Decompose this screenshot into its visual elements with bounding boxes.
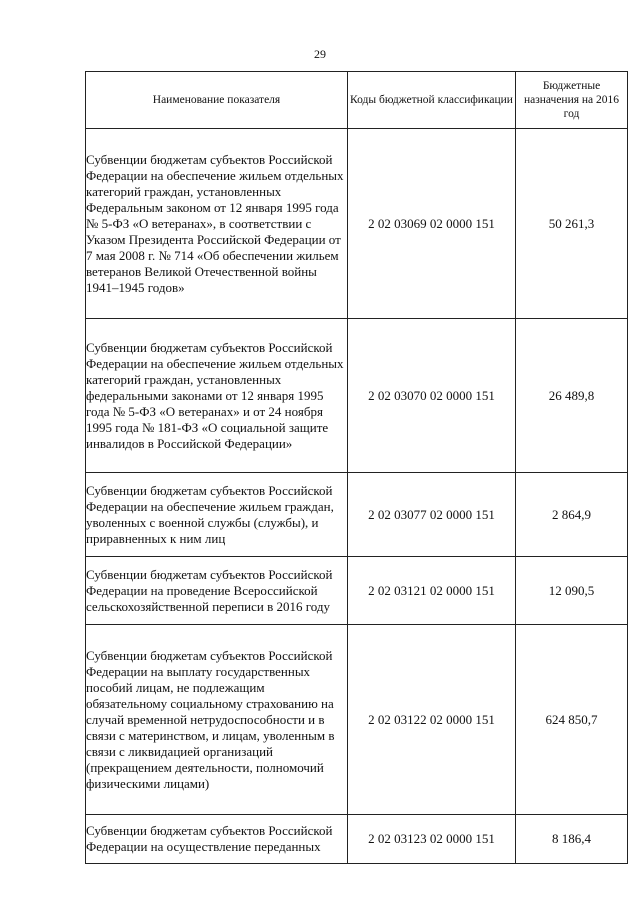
budget-table	[85, 71, 628, 864]
table-row	[86, 319, 628, 473]
row-classification-code: 2 02 03069 02 0000 151	[348, 129, 516, 319]
row-indicator-name: Субвенции бюджетам субъектов Российской Федерации на обеспечение жильем граждан, уволенных с военной службы (службы), и приравненных к ним лиц	[86, 473, 348, 557]
row-classification-code: 2 02 03123 02 0000 151	[348, 815, 516, 864]
row-budget-amount: 26 489,8	[516, 319, 628, 473]
row-classification-code: 2 02 03070 02 0000 151	[348, 319, 516, 473]
table-row	[86, 473, 628, 557]
row-budget-amount: 2 864,9	[516, 473, 628, 557]
table-header-row	[86, 72, 628, 129]
row-indicator-name: Субвенции бюджетам субъектов Российской Федерации на проведение Всероссийской сельскохозяйственной переписи в 2016 году	[86, 557, 348, 625]
row-indicator-name: Субвенции бюджетам субъектов Российской Федерации на обеспечение жильем отдельных категорий граждан, установленных федеральными законами от 12 января 1995 года № 5-ФЗ «О ветеранах» и от 24 ноября 1995 года № 181-ФЗ «О социальной защите инвалидов в Российской Федерации»	[86, 319, 348, 473]
row-classification-code: 2 02 03122 02 0000 151	[348, 625, 516, 815]
table-row	[86, 129, 628, 319]
row-budget-amount: 624 850,7	[516, 625, 628, 815]
row-classification-code: 2 02 03077 02 0000 151	[348, 473, 516, 557]
table-row	[86, 557, 628, 625]
table-row	[86, 625, 628, 815]
header-indicator-name: Наименование показателя	[86, 72, 348, 129]
row-indicator-name: Субвенции бюджетам субъектов Российской Федерации на осуществление переданных	[86, 815, 348, 864]
row-indicator-name: Субвенции бюджетам субъектов Российской Федерации на выплату государственных пособий лицам, не подлежащим обязательному социальному страхованию на случай временной нетрудоспособности и в связи с материнством, и лицам, уволенным в связи с ликвидацией организаций (прекращением деятельности, полномочий физическими лицами)	[86, 625, 348, 815]
row-budget-amount: 50 261,3	[516, 129, 628, 319]
row-classification-code: 2 02 03121 02 0000 151	[348, 557, 516, 625]
header-budget-amount: Бюджетные назначения на 2016 год	[516, 72, 628, 129]
table-row	[86, 815, 628, 864]
row-budget-amount: 8 186,4	[516, 815, 628, 864]
page-number: 29	[314, 47, 326, 61]
row-budget-amount: 12 090,5	[516, 557, 628, 625]
header-classification-code: Коды бюджетной классификации	[348, 72, 516, 129]
row-indicator-name: Субвенции бюджетам субъектов Российской Федерации на обеспечение жильем отдельных категорий граждан, установленных Федеральным законом от 12 января 1995 года № 5-ФЗ «О ветеранах», в соответствии с Указом Президента Российской Федерации от 7 мая 2008 г. № 714 «Об обеспечении жильем ветеранов Великой Отечественной войны 1941–1945 годов»	[86, 129, 348, 319]
